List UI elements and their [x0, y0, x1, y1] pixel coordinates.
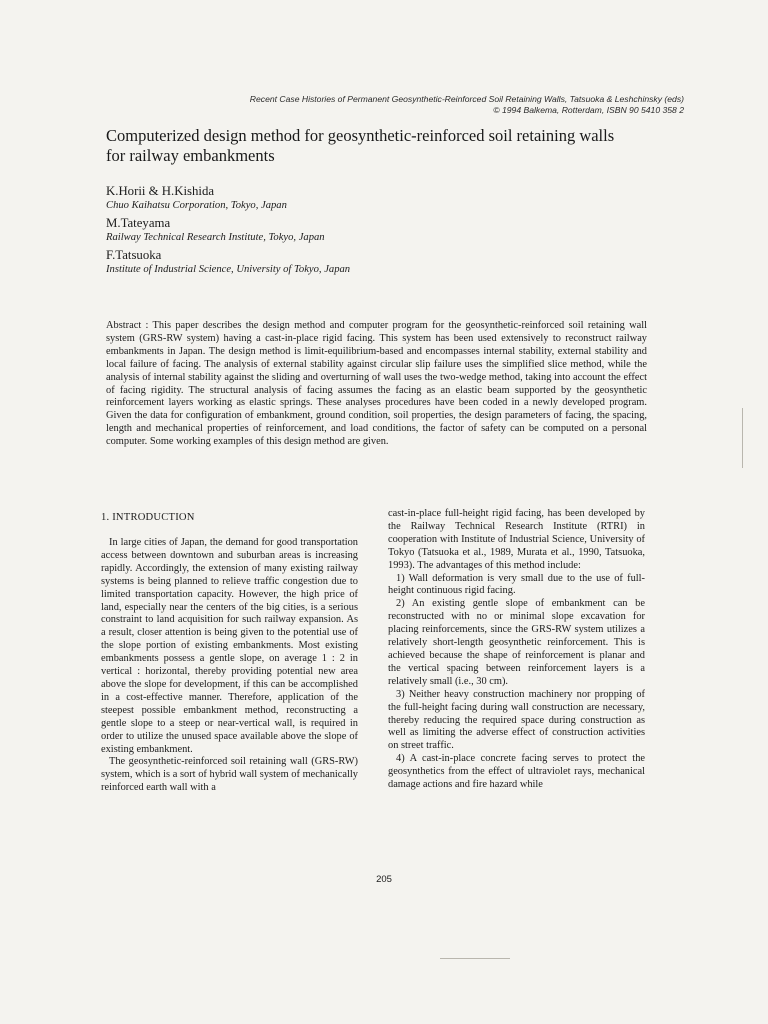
abstract: Abstract : This paper describes the design method and computer program for the geosynthetic-reinforced soil retaining wall system (GRS-RW system) having a cast-in-place rigid facing. This system has been used extensively to reconstruct railway embankments in Japan. The design method is limit-equilibrium-based and encompasses internal stability, external stability and local failure of facing. The analysis of external stability against circular slip failure uses the simplified slice method, while the analysis of internal stability against the sliding and overturning of wall uses the two-wedge method, taking into account the effect of facing rigidity. The structural analysis of facing assumes the facing as an elastic beam supported by the geosynthetic reinforcement layers working as elastic springs. These analyses procedures have been coded in a newly developed program. Given the data for configuration of embankment, ground condition, soil properties, the design parameters of facing, the spacing, length and mechanical properties of reinforcement, and load conditions, the factor of safety can be computed on a personal computer. Some working examples of this design method are given. [106, 320, 647, 448]
section-heading-introduction: 1. INTRODUCTION [101, 512, 195, 523]
intro-paragraph-3: cast-in-place full-height rigid facing, has been developed by the Railway Technical Research Institute (RTRI) in cooperation with Institute of Industrial Science, University of Tokyo (Tatsuoka et al., 1989, Murata et al., 1990, Tatsuoka, 1993). The advantages of this method include: [388, 508, 645, 571]
paper-title [106, 126, 666, 166]
author-block [106, 248, 666, 276]
author-name: F.Tatsuoka [106, 248, 162, 262]
advantage-item: 3) Neither heavy construction machinery nor propping of the full-height facing during wall construction are necessary, thereby reducing the required space during construction as well as limiting the adverse effect of construction activities on street traffic. [388, 688, 645, 752]
running-header [124, 94, 684, 116]
scan-bottom-mark [440, 958, 510, 959]
author-block [106, 184, 666, 212]
column-right [388, 508, 645, 792]
author-affiliation: Chuo Kaihatsu Corporation, Tokyo, Japan [106, 200, 287, 211]
author-name: K.Horii & H.Kishida [106, 184, 215, 198]
intro-paragraph-2: The geosynthetic-reinforced soil retaining wall (GRS-RW) system, which is a sort of hybrid wall system of mechanically reinforced earth wall with a [101, 756, 358, 794]
advantage-item: 2) An existing gentle slope of embankment can be reconstructed with no or minimal slope excavation for placing reinforcements, since the GRS-RW system utilizes a relatively short-length geosynthetic reinforcement. This is achieved because the shape of reinforcement is planar and the vertical spacing between reinforcement layers is a relatively small (i.e., 30 cm). [388, 598, 645, 687]
scan-margin-mark [742, 408, 743, 468]
header-citation: Recent Case Histories of Permanent Geosynthetic-Reinforced Soil Retaining Walls, Tatsuoka & Leshchinsky (eds) [249, 94, 684, 104]
page-number: 205 [376, 874, 392, 885]
author-list [106, 184, 666, 280]
author-affiliation: Railway Technical Research Institute, Tokyo, Japan [106, 232, 325, 243]
author-block [106, 216, 666, 244]
intro-paragraph-1: In large cities of Japan, the demand for good transportation access between downtown and suburban areas is increasing rapidly. Accordingly, the extension of many existing railway systems is being planned to relieve traffic congestion due to limited transportation capacity. However, the high price of land, especially near the centers of the big cities, is a serious constraint to land acquisition for such railway expansion. As a result, closer attention is being given to the potential use of the slope portion of existing embankments. Most existing embankments possess a gentle slope, on average 1 : 2 in vertical : horizontal, thereby providing potential new area above the slope for development, if this can be accomplished in a cost-effective manner. Therefore, application of the steepest possible embankment method, reconstructing a gentle slope to a steep or near-vertical wall, is required in order to utilize the unused space available above the slope of existing embankment. [101, 537, 358, 755]
header-copyright: © 1994 Balkema, Rotterdam, ISBN 90 5410 358 2 [493, 105, 684, 115]
author-affiliation: Institute of Industrial Science, University of Tokyo, Japan [106, 264, 351, 275]
advantage-item: 1) Wall deformation is very small due to the use of full-height continuous rigid facing. [388, 572, 645, 597]
title-line-1: Computerized design method for geosynthetic-reinforced soil retaining walls [106, 126, 615, 145]
column-left [101, 511, 358, 795]
title-line-2: for railway embankments [106, 146, 275, 165]
author-name: M.Tateyama [106, 216, 171, 230]
advantage-item: 4) A cast-in-place concrete facing serves to protect the geosynthetics from the effect of ultraviolet rays, mechanical damage actions and fire hazard while [388, 753, 645, 791]
